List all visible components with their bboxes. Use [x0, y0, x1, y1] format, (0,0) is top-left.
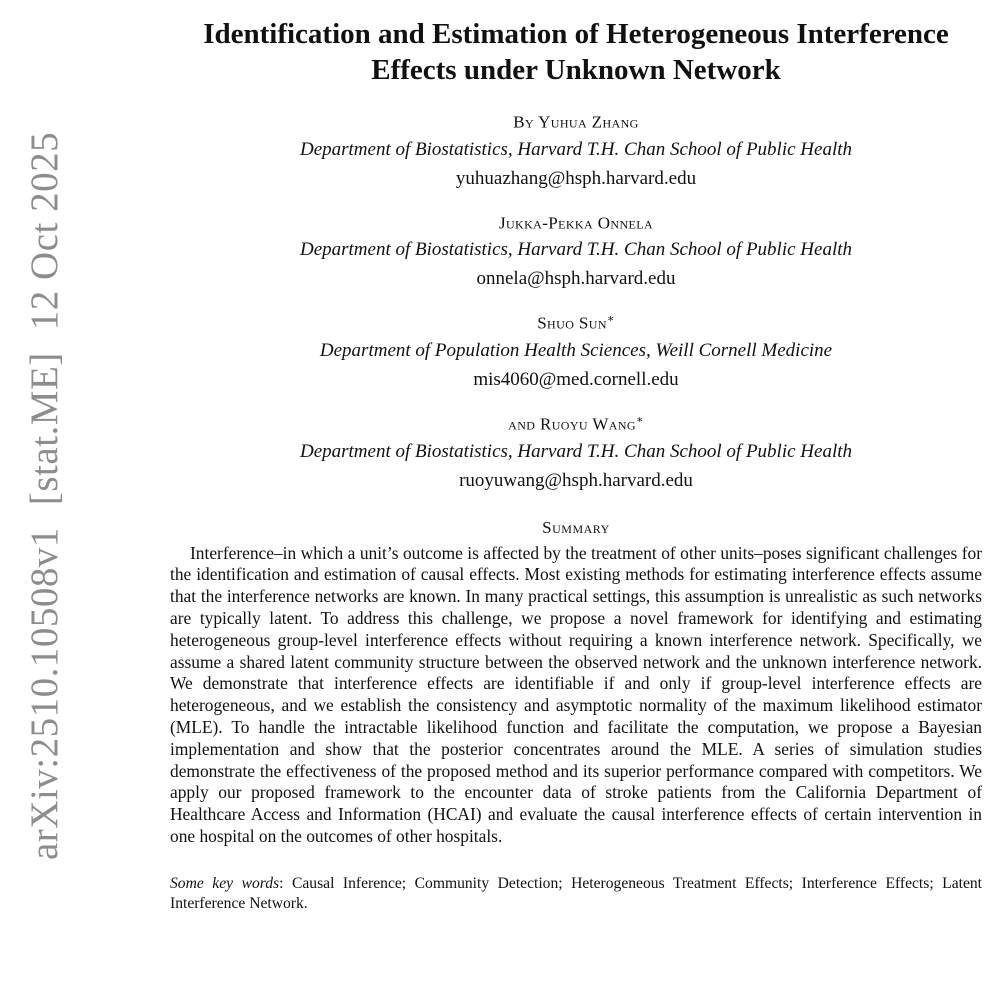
author-affiliation: Department of Biostatistics, Harvard T.H. Chan School of Public Health	[299, 138, 853, 160]
keywords	[170, 874, 982, 914]
author-affiliation: Department of Biostatistics, Harvard T.H. Chan School of Public Health	[299, 239, 853, 261]
arxiv-category: [stat.ME]	[23, 352, 66, 506]
keywords-label: Some key words	[170, 874, 280, 892]
arxiv-date: 12 Oct 2025	[23, 131, 66, 331]
author-affiliation: Department of Population Health Sciences, Weill Cornell Medicine	[319, 339, 833, 361]
arxiv-id: arXiv:2510.10508v1	[23, 527, 66, 860]
author-email: ruoyuwang@hsph.harvard.edu	[459, 469, 693, 491]
arxiv-stamp	[22, 110, 67, 860]
author-name: Shuo Sun∗	[537, 313, 615, 333]
title-line-2: Effects under Unknown Network	[371, 54, 781, 86]
author-block-2	[170, 207, 982, 294]
author-block-3	[170, 307, 982, 394]
author-block-4	[170, 408, 982, 495]
paper-first-page	[170, 10, 982, 929]
author-name: Jukka-Pekka Onnela	[498, 213, 654, 233]
author-email: mis4060@med.cornell.edu	[473, 368, 679, 390]
summary-heading: Summary	[542, 517, 610, 537]
author-name: By Yuhua Zhang	[513, 112, 639, 132]
author-email: yuhuazhang@hsph.harvard.edu	[455, 167, 697, 189]
keywords-list: : Causal Inference; Community Detection; Heterogeneous Treatment Effects; Interference Effects; Latent Interference Network.	[170, 874, 983, 912]
author-block-1	[170, 106, 982, 193]
abstract-text: Interference–in which a unit’s outcome is affected by the treatment of other units–poses significant challenges for the identification and estimation of causal effects. Most existing methods for estimating interference effects assume that the interference networks are known. In many practical settings, this assumption is unrealistic as such networks are typically latent. To address this challenge, we propose a novel framework for identifying and estimating heterogeneous group-level interference effects without requiring a known interference network. Specifically, we assume a shared latent community structure between the observed network and the unknown interference network. We demonstrate that interference effects are identifiable if and only if group-level interference effects are heterogeneous, and we establish the consistency and asymptotic normality of the maximum likelihood estimator (MLE). To handle the intractable likelihood function and facilitate the computation, we propose a Bayesian implementation and show that the posterior concentrates around the MLE. A series of simulation studies demonstrate the effectiveness of the proposed method and its superior performance compared with competitors. We apply our proposed framework to the encounter data of stroke patients from the California Department of Healthcare Access and Information (HCAI) and evaluate the causal interference effects of certain intervention in one hospital on the outcomes of other hospitals.	[170, 542, 982, 846]
author-name: and Ruoyu Wang∗	[508, 413, 644, 434]
paper-title	[170, 16, 982, 88]
author-email: onnela@hsph.harvard.edu	[476, 268, 676, 290]
title-line-1: Identification and Estimation of Heterogeneous Interference	[203, 18, 949, 50]
author-affiliation: Department of Biostatistics, Harvard T.H. Chan School of Public Health	[299, 440, 853, 462]
